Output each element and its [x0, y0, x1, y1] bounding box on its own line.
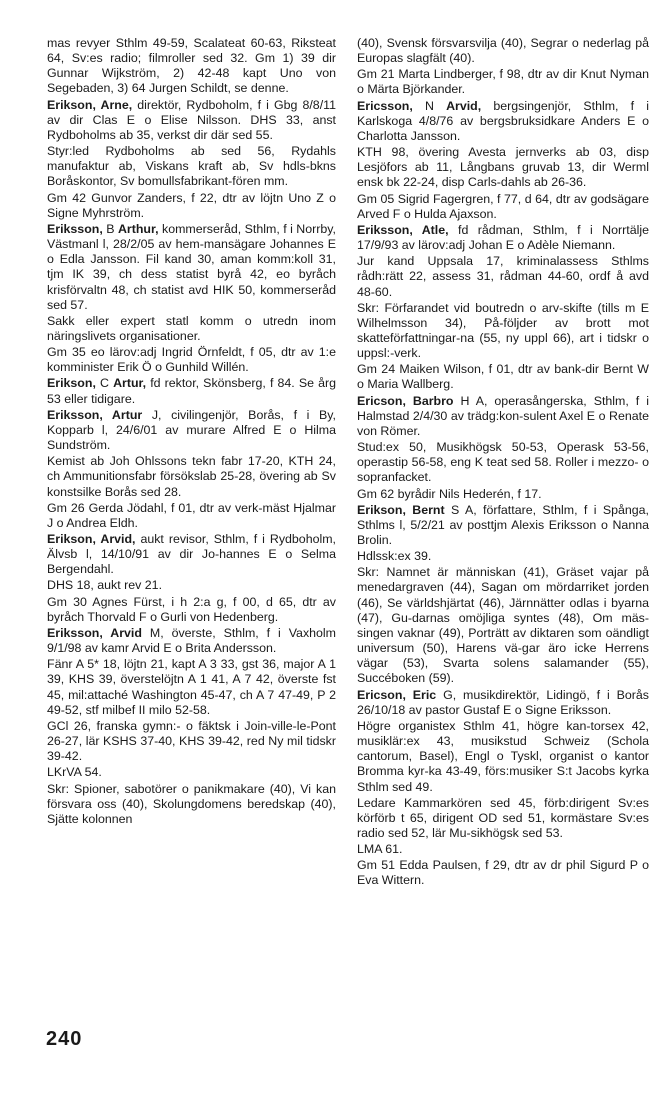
biography-entry	[357, 223, 649, 253]
entry-text: Stud:ex 50, Musikhögsk 50-53, Operask 53-56, operastip 56-58, eng K teat sed 58. Roller i mezzo- o sopranfacket.	[357, 440, 649, 485]
entry-paragraph	[47, 144, 336, 189]
entry-text: bergsingenjör, Sthlm, f i Karlskoga 4/8/76 av bergsbruksidkare Anders E o Charlotta Jansson.	[357, 98, 649, 143]
entry-text: B	[102, 221, 118, 236]
entry-text: Gm 26 Gerda Jödahl, f 01, dtr av verk-mäst Hjalmar J o Andrea Eldh.	[47, 500, 336, 530]
entry-paragraph	[357, 440, 649, 485]
entry-text: mas revyer Sthlm 49-59, Scalateat 60-63, Riksteat 64, Sv:es radio; filmroller sed 32. Gm 1) 39 dir Gunnar Wijkström, 2) 42-48 kapt Uno von Segebaden, 3) 64 Jurgen Schildt, se denne.	[47, 36, 336, 96]
entry-text: Skr: Spioner, sabotörer o panikmakare (40), Vi kan försvara oss (40), Skolungdomens beredskap (40), Sjätte kolonnen	[47, 781, 336, 826]
entry-paragraph	[357, 719, 649, 795]
entry-headword: Eriksson,	[47, 221, 103, 236]
entry-text: Gm 35 eo lärov:adj Ingrid Örnfeldt, f 05, dtr av 1:e komminister Erik Ö o Gunhild Willén.	[47, 345, 336, 375]
right-column	[357, 36, 649, 890]
entry-paragraph	[47, 595, 336, 625]
entry-text: DHS 18, aukt rev 21.	[47, 578, 163, 593]
entry-paragraph	[357, 67, 649, 97]
entry-paragraph	[357, 36, 649, 66]
entry-paragraph	[47, 782, 336, 827]
entry-text: LKrVA 54.	[47, 765, 102, 780]
entry-paragraph	[47, 36, 336, 97]
biography-entry	[357, 394, 649, 439]
entry-text: Kemist ab Joh Ohlssons tekn fabr 17-20, KTH 24, ch Ammunitionsfabr försökslab 25-28, övering ab Sv konstsilke Borås sed 28.	[47, 454, 336, 499]
biography-entry	[357, 99, 649, 144]
entry-paragraph	[357, 362, 649, 392]
biography-entry	[47, 98, 336, 143]
biography-entry	[357, 503, 649, 548]
entry-paragraph	[357, 565, 649, 686]
entry-headword: Erikson, Arne,	[47, 97, 133, 112]
entry-text: fd rektor, Skönsberg, f 84. Se årg 53 eller tidigare.	[47, 376, 336, 406]
entry-paragraph	[357, 549, 649, 564]
entry-text: Fänr A 5* 18, löjtn 21, kapt A 3 33, gst 36, major A 1 39, KHS 39, överstelöjtn A 1 41, A 7 42, överste fst 45, mil:attaché Washington 45-47, ch A 7 47-49, P 2 49-52, stf milbef II milo 52-58.	[47, 657, 336, 717]
biography-entry	[47, 376, 336, 406]
entry-text: fd rådman, Sthlm, f i Norrtälje 17/9/93 av lärov:adj Johan E o Adèle Niemann.	[357, 222, 649, 253]
left-column	[47, 36, 336, 828]
entry-headword: Eriksson, Arvid	[47, 625, 142, 640]
entry-paragraph	[47, 191, 336, 221]
biography-entry	[357, 688, 649, 718]
entry-text: GCl 26, franska gymn:- o fäktsk i Join-ville-le-Pont 26-27, lär KSHS 37-40, KHS 39-42, red Ny mil tidskr 39-42.	[47, 718, 336, 764]
entry-text: aukt revisor, Sthlm, f i Rydboholm, Älvsb l, 14/10/91 av dir Jo-hannes E o Selma Bergendahl.	[47, 532, 336, 577]
entry-text: S A, författare, Sthlm, f i Spånga, Sthlms l, 5/2/21 av posttjm Alexis Eriksson o Nanna Brolin.	[357, 502, 649, 547]
entry-paragraph	[47, 765, 336, 780]
entry-text: Gm 62 byrådir Nils Hederén, f 17.	[357, 486, 542, 501]
entry-text: C	[95, 376, 114, 391]
entry-headword: Ericson, Eric	[357, 687, 437, 702]
entry-text: M, överste, Sthlm, f i Vaxholm 9/1/98 av kamr Arvid E o Brita Andersson.	[47, 625, 337, 656]
biography-entry	[47, 222, 336, 313]
entry-headword: Erikson, Arvid,	[47, 532, 136, 546]
entry-headword: Artur,	[113, 376, 147, 391]
entry-headword: Arvid,	[446, 98, 482, 113]
entry-paragraph	[357, 796, 649, 841]
entry-headword: Eriksson, Artur	[47, 407, 143, 422]
entry-paragraph	[357, 858, 649, 888]
entry-text: Jur kand Uppsala 17, kriminalassess Sthlms rådh:rätt 22, assess 31, rådman 44-60, ordf å avd 48-60.	[357, 254, 649, 299]
entry-paragraph	[357, 301, 649, 362]
entry-text: direktör, Rydboholm, f i Gbg 8/8/11 av dir Clas E o Elise Nilsson. DHS 33, anst Rydboholms ab 35, verkst dir där sed 55.	[47, 97, 336, 142]
entry-text: (40), Svensk försvarsvilja (40), Segrar o nederlag på Europas slagfält (40).	[357, 36, 649, 66]
entry-headword: Ericsson,	[357, 98, 413, 113]
entry-text: Gm 21 Marta Lindberger, f 98, dtr av dir Knut Nyman o Märta Björkander.	[357, 67, 649, 97]
entry-paragraph	[357, 254, 649, 299]
entry-text: KTH 98, övering Avesta jernverks ab 03, disp Lesjöfors ab 11, Långbans gruvab 13, dir Werml ensk bk 22-24, disp Carls-dahls ab 26-36.	[357, 145, 649, 190]
entry-headword: Arthur,	[117, 221, 159, 236]
entry-text: H A, operasångerska, Sthlm, f i Halmstad 2/4/30 av trädg:kon-sulent Axel E o Renate von Römer.	[357, 393, 649, 438]
entry-paragraph	[357, 145, 649, 190]
entry-paragraph	[47, 345, 336, 375]
page-number: 240	[46, 1028, 83, 1050]
entry-text: LMA 61.	[357, 842, 403, 857]
biography-entry	[47, 408, 336, 453]
entry-text: Gm 51 Edda Paulsen, f 29, dtr av dr phil Sigurd P o Eva Wittern.	[357, 858, 649, 888]
entry-text: G, musikdirektör, Lidingö, f i Borås 26/10/18 av pastor Gustaf E o Signe Eriksson.	[357, 687, 649, 717]
entry-text: Hdlssk:ex 39.	[357, 549, 432, 564]
entry-headword: Erikson, Bernt	[357, 502, 445, 517]
entry-text: Gm 24 Maiken Wilson, f 01, dtr av bank-dir Bernt W o Maria Wallberg.	[357, 362, 649, 392]
entry-paragraph	[47, 314, 336, 344]
entry-text: Gm 42 Gunvor Zanders, f 22, dtr av löjtn Uno Z o Signe Myhrström.	[47, 190, 336, 220]
entry-text: Gm 05 Sigrid Fagergren, f 77, d 64, dtr av godsägare Arved F o Hulda Ajaxson.	[357, 191, 649, 221]
entry-text: Skr: Namnet är människan (41), Gräset vajar på menedargraven (44), Sagan om mördarriket jorden (46), Se världshjärtat (46), Järnnätter odlas i byarna (47), Gu-darnas omöjliga syntes (48), Om mäs-singen vaknar (49), Porträtt av diktaren som oändligt universum (50), Harens vä-gar äro icke Herrens vägar (53), Svarta solens salamander (55), Succéboken (59).	[357, 565, 649, 686]
biography-entry	[47, 626, 336, 656]
entry-text: Skr: Förfarandet vid boutredn o arv-skifte (tills m E Wilhelmsson 34), På-följder av brott mot skatteförfattningar-na (55, ny uppl 66), art i tidskr o uppsl:-verk.	[357, 300, 649, 361]
entry-text: Styr:led Rydboholms ab sed 56, Rydahls manufaktur ab, Viskans kraft ab, Sv hdls-bkns Boråskontor, Sv bomullsfabrikant-fören mm.	[47, 144, 336, 189]
entry-text: N	[412, 98, 447, 113]
entry-headword: Erikson,	[47, 376, 96, 391]
entry-paragraph	[47, 578, 336, 593]
entry-headword: Ericson, Barbro	[357, 393, 454, 408]
entry-text: Sakk eller expert statl komm o utredn inom näringslivets organisationer.	[47, 313, 336, 343]
biography-entry	[47, 532, 336, 577]
entry-paragraph	[357, 192, 649, 222]
entry-paragraph	[47, 719, 336, 764]
entry-paragraph	[357, 487, 649, 502]
entry-paragraph	[47, 657, 336, 718]
entry-paragraph	[357, 842, 649, 857]
entry-text: Ledare Kammarkören sed 45, förb:dirigent Sv:es körförb t 65, dirigent OD sed 51, kormästare Sv:es radio sed 52, lär Mu-sikhögsk sed 53.	[357, 795, 649, 840]
entry-paragraph	[47, 501, 336, 531]
entry-text: kommerseråd, Sthlm, f i Norrby, Västmanl l, 28/2/05 av hem-mansägare Johannes E o Edla Jansson. Fil kand 30, aman komm:koll 31, tjm IK 39, ch dess statist byrå 42, eo byråch krisförvaltn 48, ch statist avd HIK 50, kommerseråd sed 57.	[47, 221, 336, 312]
entry-text: J, civilingenjör, Borås, f i By, Kopparb l, 24/6/01 av murare Alfred E o Hilma Sundström.	[47, 407, 336, 453]
entry-headword: Eriksson, Atle,	[357, 222, 449, 237]
entry-paragraph	[47, 454, 336, 499]
entry-text: Högre organistex Sthlm 41, högre kan-torsex 42, musiklär:ex 43, musikstud Schweiz (Schola cantorum, Basel), Engl o Tyskl, organist o kantor Bromma kyr-ka 43-49, förs:musiker S:t Jacobs kyrka Sthlm sed 49.	[357, 718, 649, 794]
entry-text: Gm 30 Agnes Fürst, i h 2:a g, f 00, d 65, dtr av byråch Thorvald F o Gurli von Hedenberg.	[47, 594, 336, 624]
